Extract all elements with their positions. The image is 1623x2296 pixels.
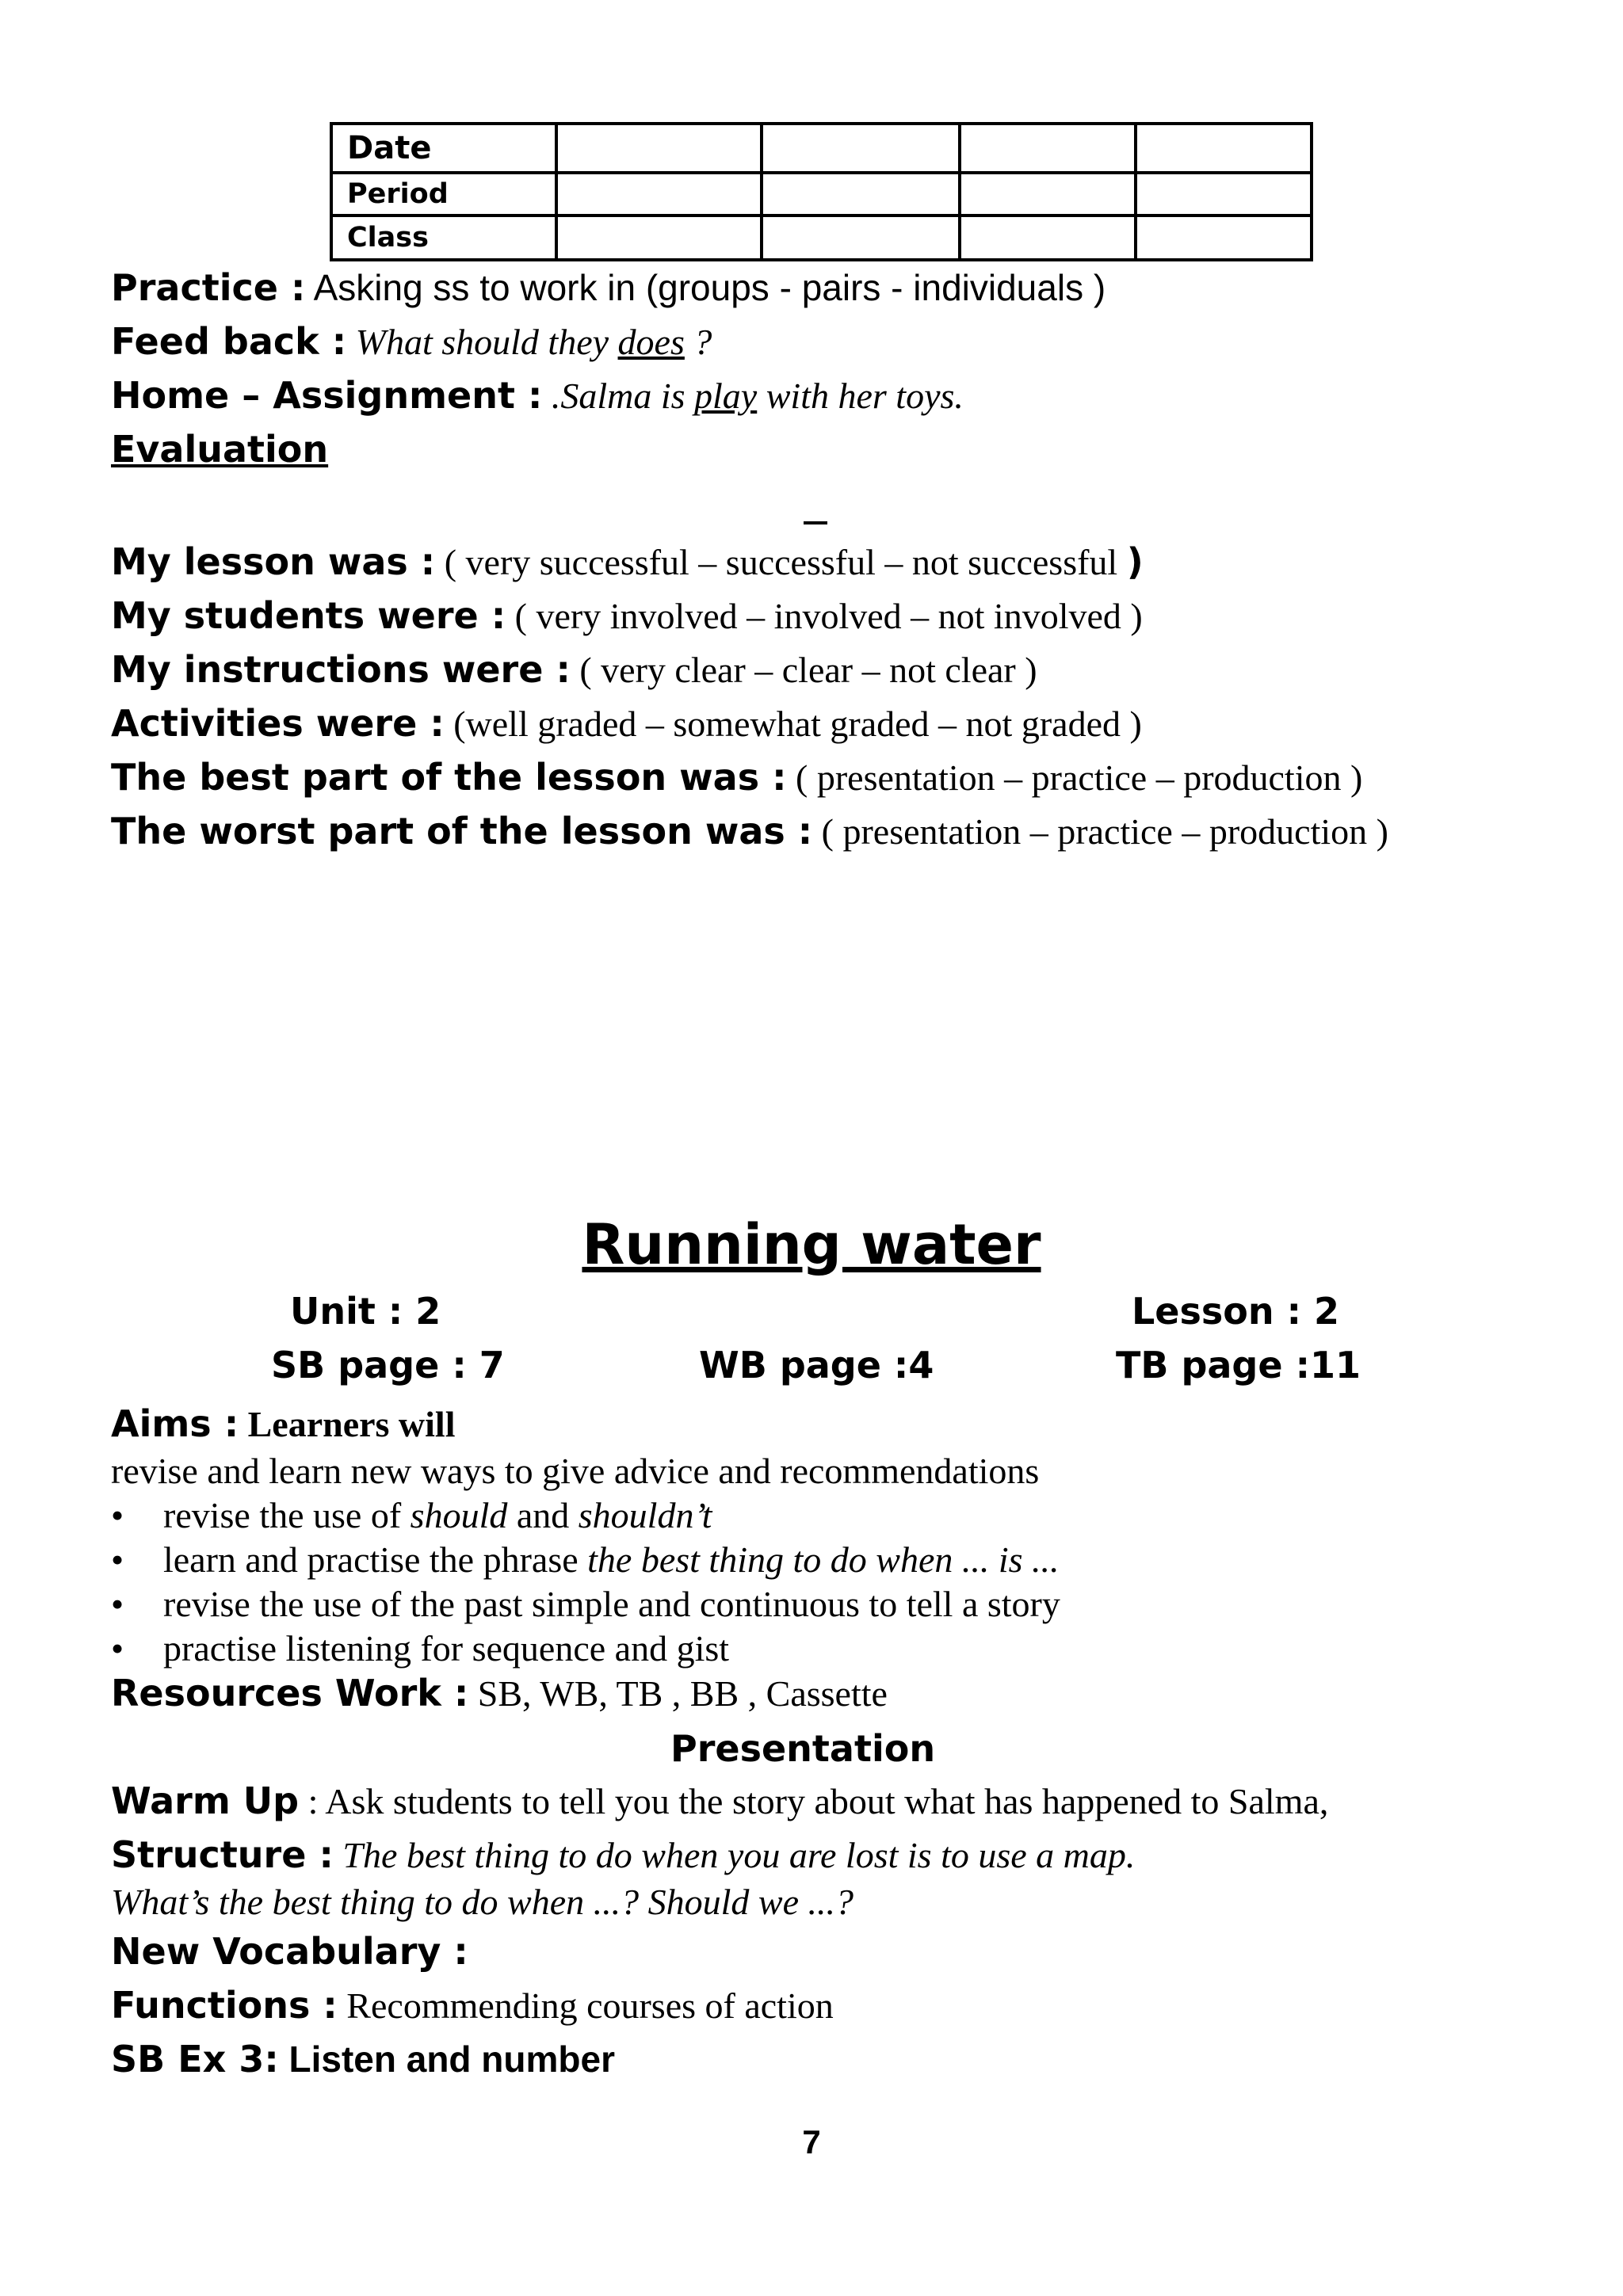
- feedback-text-post: ?: [684, 322, 712, 362]
- lesson-rating-close: ): [1126, 540, 1144, 583]
- sb-exercise-text: Listen and number: [278, 2039, 615, 2080]
- structure-text-line-2: What’s the best thing to do when ...? Should we ...?: [111, 1882, 854, 1922]
- aim-bullet-1: [111, 1496, 712, 1536]
- structure-text: The best thing to do when you are lost is to use a map.: [333, 1835, 1136, 1875]
- activities-rating-label: Activities were :: [111, 702, 445, 745]
- date-period-class-table: [330, 122, 1313, 261]
- divider-dash: [804, 521, 827, 524]
- structure-label: Structure :: [111, 1833, 334, 1876]
- presentation-heading: Presentation: [670, 1727, 936, 1770]
- table-row: [331, 124, 1312, 173]
- vocabulary-label: New Vocabulary :: [111, 1930, 468, 1973]
- functions-text: Recommending courses of action: [337, 1985, 834, 2026]
- table-cell: [1136, 215, 1312, 260]
- worst-part-options: ( presentation – practice – production ): [812, 811, 1388, 852]
- evaluation-heading-line: [111, 429, 328, 470]
- table-cell: [556, 173, 762, 215]
- aims-label: Aims :: [111, 1402, 239, 1445]
- tb-page-label: TB page :11: [1116, 1344, 1361, 1386]
- aim-bullet-2: [111, 1540, 1060, 1581]
- lesson-title: Running water: [582, 1212, 1041, 1277]
- table-cell: [762, 173, 960, 215]
- table-cell: [556, 215, 762, 260]
- aim-bullet-4: [111, 1629, 729, 1669]
- warm-up-label: Warm Up: [111, 1779, 300, 1822]
- wb-page-label: WB page :4: [699, 1344, 934, 1386]
- bullet-icon: •: [111, 1539, 124, 1580]
- best-part-options: ( presentation – practice – production ): [786, 757, 1363, 798]
- instructions-rating-line: [111, 650, 1037, 691]
- table-cell: [960, 173, 1136, 215]
- page-number: 7: [802, 2123, 821, 2161]
- functions-label: Functions :: [111, 1984, 338, 2027]
- aim-bullet-3: [111, 1585, 1060, 1625]
- table-cell: [960, 124, 1136, 173]
- home-assignment-text-pre: .Salma is: [542, 376, 695, 416]
- feedback-label: Feed back :: [111, 320, 347, 363]
- resources-text: SB, WB, TB , BB , Cassette: [468, 1673, 888, 1714]
- bullet-icon: •: [111, 1584, 124, 1624]
- aim-text-italic: the best thing to do when ... is ...: [587, 1539, 1060, 1580]
- instructions-rating-options: ( very clear – clear – not clear ): [570, 650, 1037, 690]
- feedback-line: [111, 322, 712, 363]
- students-rating-options: ( very involved – involved – not involved ): [506, 596, 1143, 636]
- feedback-text-pre: What should they: [346, 322, 618, 362]
- lesson-rating-line: [111, 542, 1144, 583]
- home-assignment-label: Home – Assignment :: [111, 374, 543, 417]
- evaluation-heading: Evaluation: [111, 428, 329, 471]
- row-label-period: Period: [331, 173, 556, 215]
- table-cell: [556, 124, 762, 173]
- aim-text: practise listening for sequence and gist: [163, 1628, 730, 1669]
- unit-label: Unit : 2: [290, 1290, 441, 1333]
- practice-text: Asking ss to work in (groups - pairs - individuals ): [305, 267, 1106, 308]
- aims-description: revise and learn new ways to give advice and recommendations: [111, 1451, 1040, 1491]
- table-cell: [1136, 124, 1312, 173]
- activities-rating-options: (well graded – somewhat graded – not graded ): [444, 704, 1142, 744]
- table-cell: [1136, 173, 1312, 215]
- practice-label: Practice :: [111, 266, 306, 309]
- aim-text-italic: shouldn’t: [578, 1495, 712, 1535]
- instructions-rating-label: My instructions were :: [111, 648, 571, 691]
- row-label-class: Class: [331, 215, 556, 260]
- students-rating-label: My students were :: [111, 594, 506, 637]
- lesson-number-label: Lesson : 2: [1132, 1290, 1340, 1333]
- sb-exercise-label: SB Ex 3:: [111, 2038, 279, 2081]
- sb-page-label: SB page : 7: [271, 1344, 505, 1386]
- sb-exercise-line: [111, 2039, 615, 2080]
- aim-text: learn and practise the phrase: [163, 1539, 588, 1580]
- aim-text: revise the use of: [163, 1495, 411, 1535]
- warm-up-text: : Ask students to tell you the story about what has happened to Salma,: [299, 1781, 1329, 1821]
- aim-text: and: [507, 1495, 579, 1535]
- feedback-text-underlined: does: [617, 322, 685, 362]
- table-cell: [762, 124, 960, 173]
- best-part-line: [111, 757, 1362, 799]
- best-part-label: The best part of the lesson was :: [111, 756, 787, 799]
- worst-part-line: [111, 811, 1388, 852]
- bullet-icon: •: [111, 1628, 124, 1669]
- resources-line: [111, 1673, 888, 1714]
- lesson-title-wrap: [0, 1212, 1623, 1277]
- practice-line: [111, 268, 1106, 308]
- table-row: [331, 215, 1312, 260]
- resources-label: Resources Work :: [111, 1672, 469, 1714]
- students-rating-line: [111, 596, 1143, 637]
- vocabulary-line: [111, 1932, 468, 1972]
- lesson-rating-options: ( very successful – successful – not successful: [435, 542, 1127, 582]
- home-assignment-text-underlined: play: [694, 376, 758, 416]
- home-assignment-line: [111, 376, 964, 417]
- aim-text: revise the use of the past simple and continuous to tell a story: [163, 1584, 1060, 1624]
- bullet-icon: •: [111, 1495, 124, 1535]
- lesson-rating-label: My lesson was :: [111, 540, 436, 583]
- row-label-date: Date: [331, 124, 556, 173]
- table-cell: [960, 215, 1136, 260]
- structure-line: [111, 1835, 1135, 1876]
- functions-line: [111, 1985, 834, 2027]
- warm-up-line: [111, 1781, 1328, 1822]
- table-cell: [762, 215, 960, 260]
- home-assignment-text-post: with her toys.: [757, 376, 964, 416]
- aim-text-italic: should: [410, 1495, 508, 1535]
- aims-intro: Learners will: [239, 1404, 456, 1444]
- table-row: [331, 173, 1312, 215]
- aims-line: [111, 1404, 456, 1445]
- activities-rating-line: [111, 704, 1142, 745]
- worst-part-label: The worst part of the lesson was :: [111, 810, 813, 852]
